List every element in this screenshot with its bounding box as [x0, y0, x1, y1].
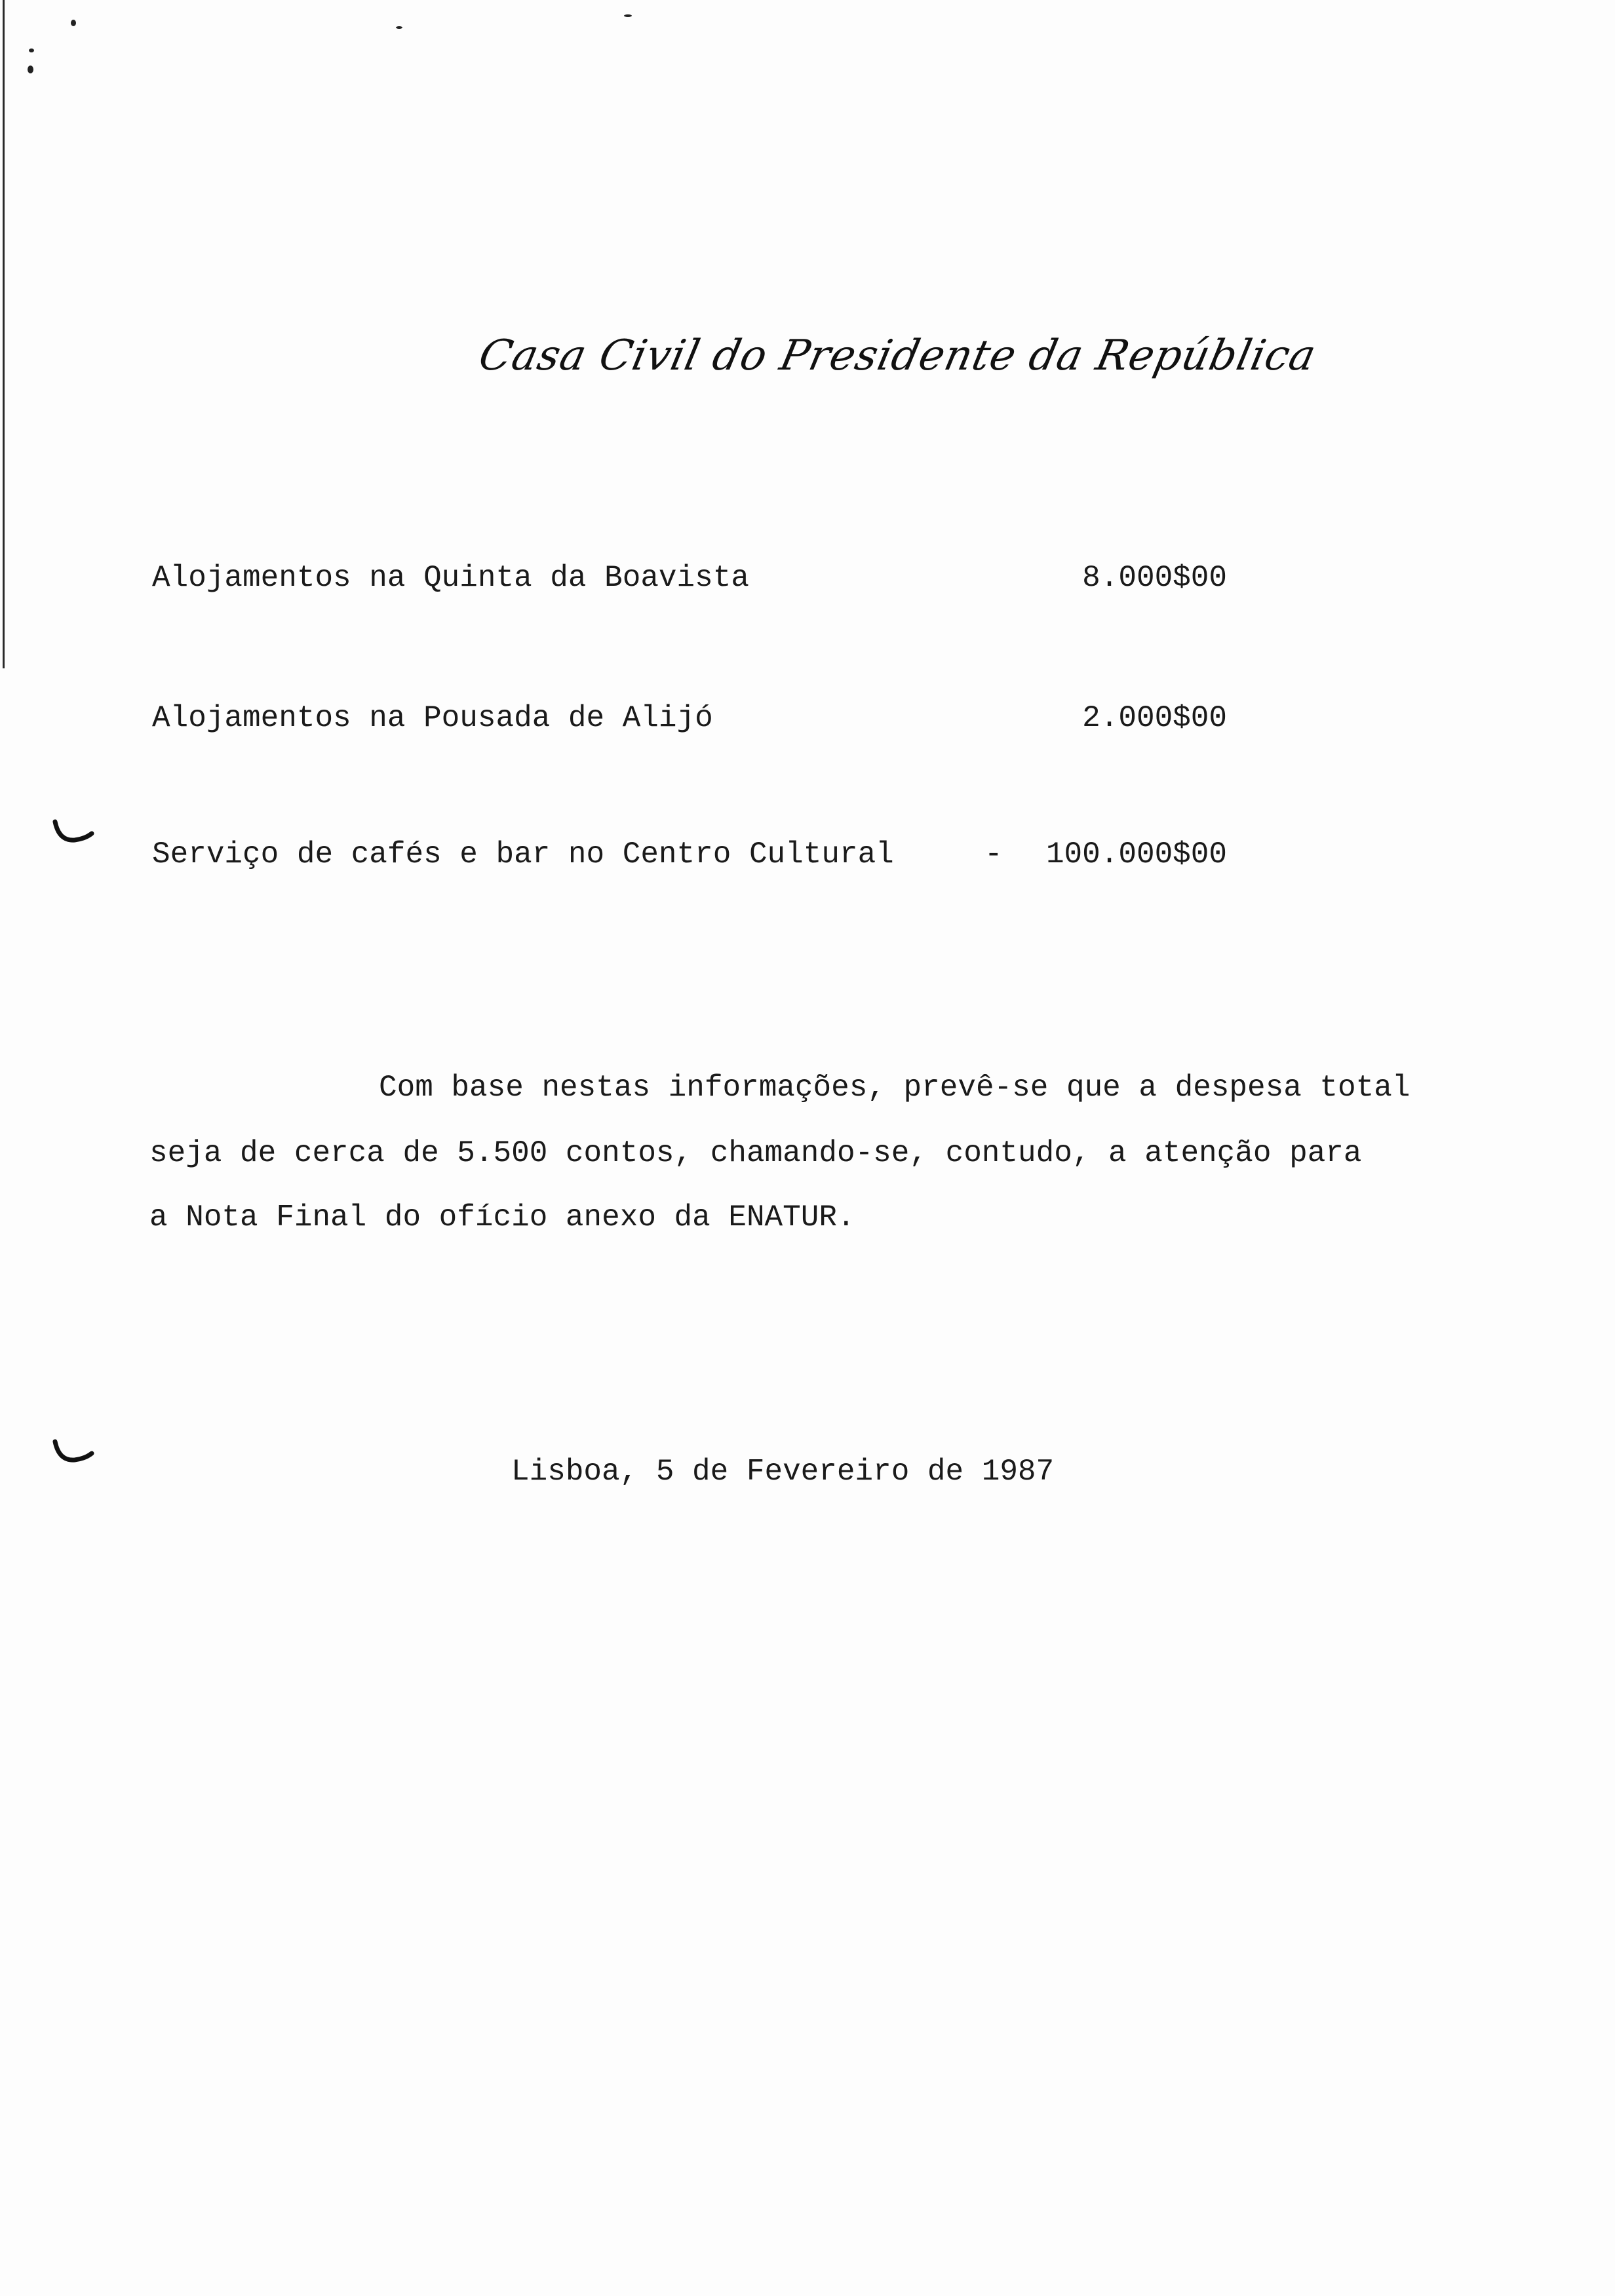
letterhead	[475, 322, 1321, 394]
paragraph-line: seja de cerca de 5.500 contos, chamando-se, contudo, a atenção para	[149, 1136, 1362, 1170]
binder-hole-mark	[52, 819, 94, 845]
expense-description: Alojamentos na Pousada de Alijó	[152, 701, 713, 735]
expense-amount: 100.000$00	[1045, 837, 1227, 871]
expense-amount: 8.000$00	[1082, 561, 1227, 595]
expense-description: Serviço de cafés e bar no Centro Cultural	[152, 837, 894, 871]
scan-speck	[28, 66, 33, 73]
expense-line-item	[152, 561, 1227, 607]
paragraph-line: Com base nestas informações, prevê-se que a despesa total	[379, 1071, 1411, 1105]
expense-line-item	[152, 837, 1227, 883]
scan-speck	[29, 48, 34, 52]
place-date: Lisboa, 5 de Fevereiro de 1987	[511, 1455, 1055, 1489]
expense-amount: 2.000$00	[1082, 701, 1227, 735]
scan-speck	[71, 20, 76, 26]
expense-line-item	[152, 701, 1227, 747]
scan-speck	[396, 26, 402, 29]
expense-separator: -	[984, 837, 1003, 871]
scan-edge-line	[3, 0, 5, 668]
scan-speck	[624, 14, 632, 17]
letterhead-title: Casa Civil do Presidente da República	[475, 332, 1321, 380]
paragraph-line: a Nota Final do ofício anexo da ENATUR.	[149, 1200, 855, 1234]
binder-hole-mark	[52, 1439, 94, 1465]
expense-description: Alojamentos na Quinta da Boavista	[152, 561, 749, 595]
